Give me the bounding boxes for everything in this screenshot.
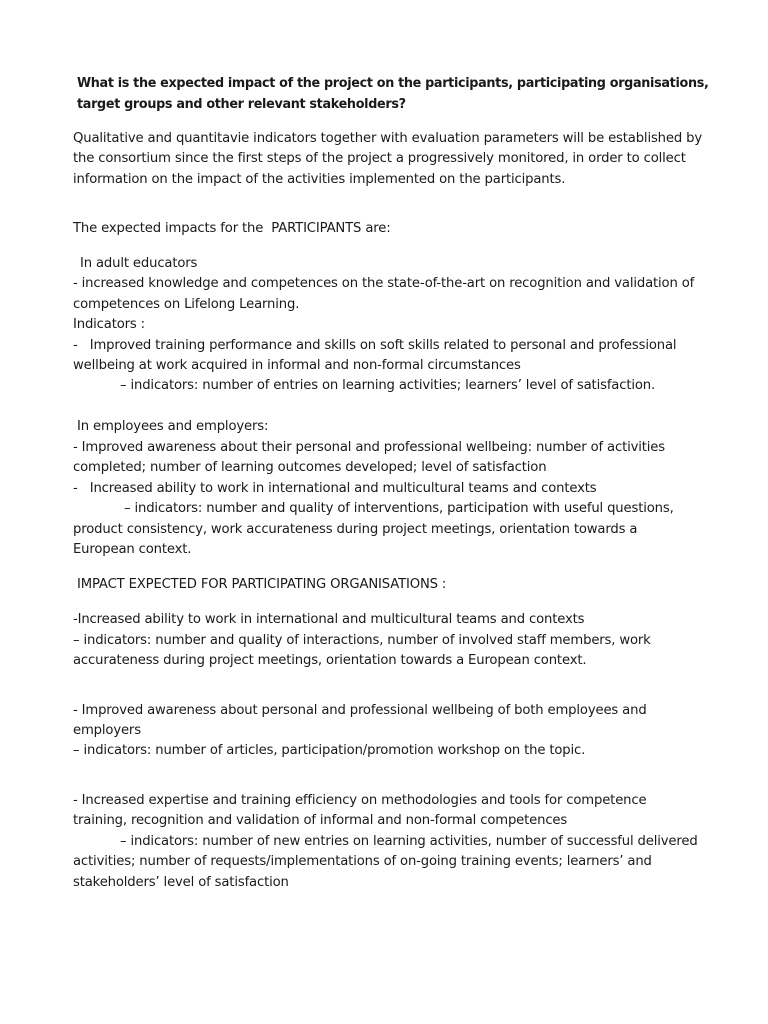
adult-educators-line: - Improved training performance and skills on soft skills related to personal and professional	[73, 338, 677, 353]
org-block-2-line: – indicators: number of articles, participation/promotion workshop on the topic.	[73, 743, 586, 758]
intro-line-3: information on the impact of the activities implemented on the participants.	[73, 172, 566, 187]
employees-indicator: – indicators: number and quality of interventions, participation with useful questions,	[124, 501, 674, 516]
question-heading-line-2: target groups and other relevant stakeholders?	[77, 96, 406, 112]
org-block-3-line: training, recognition and validation of informal and non-formal competences	[73, 813, 568, 828]
adult-educators-line: competences on Lifelong Learning.	[73, 297, 300, 312]
org-block-2-line: - Improved awareness about personal and professional wellbeing of both employees and	[73, 703, 647, 718]
org-block-1-line: accurateness during project meetings, orientation towards a European context.	[73, 653, 587, 668]
org-block-1-line: – indicators: number and quality of interactions, number of involved staff members, work	[73, 633, 651, 648]
org-block-3-continuation: stakeholders’ level of satisfaction	[73, 875, 289, 890]
adult-educators-indicator: – indicators: number of entries on learning activities; learners’ level of satisfaction.	[120, 378, 656, 393]
employees-heading: In employees and employers:	[77, 419, 269, 434]
adult-educators-heading: In adult educators	[80, 256, 198, 271]
org-block-3-continuation: activities; number of requests/implementations of on-going training events; learners’ and	[73, 854, 652, 869]
adult-educators-line: - increased knowledge and competences on the state-of-the-art on recognition and validation of	[73, 276, 695, 291]
employees-continuation: European context.	[73, 542, 192, 557]
employees-continuation: product consistency, work accurateness during project meetings, orientation towards a	[73, 522, 638, 537]
participants-heading: The expected impacts for the PARTICIPANTS are:	[73, 221, 391, 236]
employees-line: completed; number of learning outcomes developed; level of satisfaction	[73, 460, 547, 475]
employees-line: - Improved awareness about their personal and professional wellbeing: number of activities	[73, 440, 665, 455]
intro-line-1: Qualitative and quantitavie indicators together with evaluation parameters will be established by	[73, 131, 702, 146]
org-block-3-line: - Increased expertise and training efficiency on methodologies and tools for competence	[73, 793, 647, 808]
organisations-heading: IMPACT EXPECTED FOR PARTICIPATING ORGANISATIONS :	[77, 577, 447, 592]
employees-line: - Increased ability to work in international and multicultural teams and contexts	[73, 481, 597, 496]
adult-educators-line: wellbeing at work acquired in informal and non-formal circumstances	[73, 358, 521, 373]
intro-line-2: the consortium since the first steps of the project a progressively monitored, in order to collect	[73, 151, 686, 166]
question-heading-line-1: What is the expected impact of the project on the participants, participating organisations,	[77, 75, 709, 91]
org-block-1-line: -Increased ability to work in international and multicultural teams and contexts	[73, 612, 585, 627]
org-block-3-indicator: – indicators: number of new entries on learning activities, number of successful delivered	[120, 834, 698, 849]
org-block-2-line: employers	[73, 723, 141, 738]
adult-educators-line: Indicators :	[73, 317, 145, 332]
